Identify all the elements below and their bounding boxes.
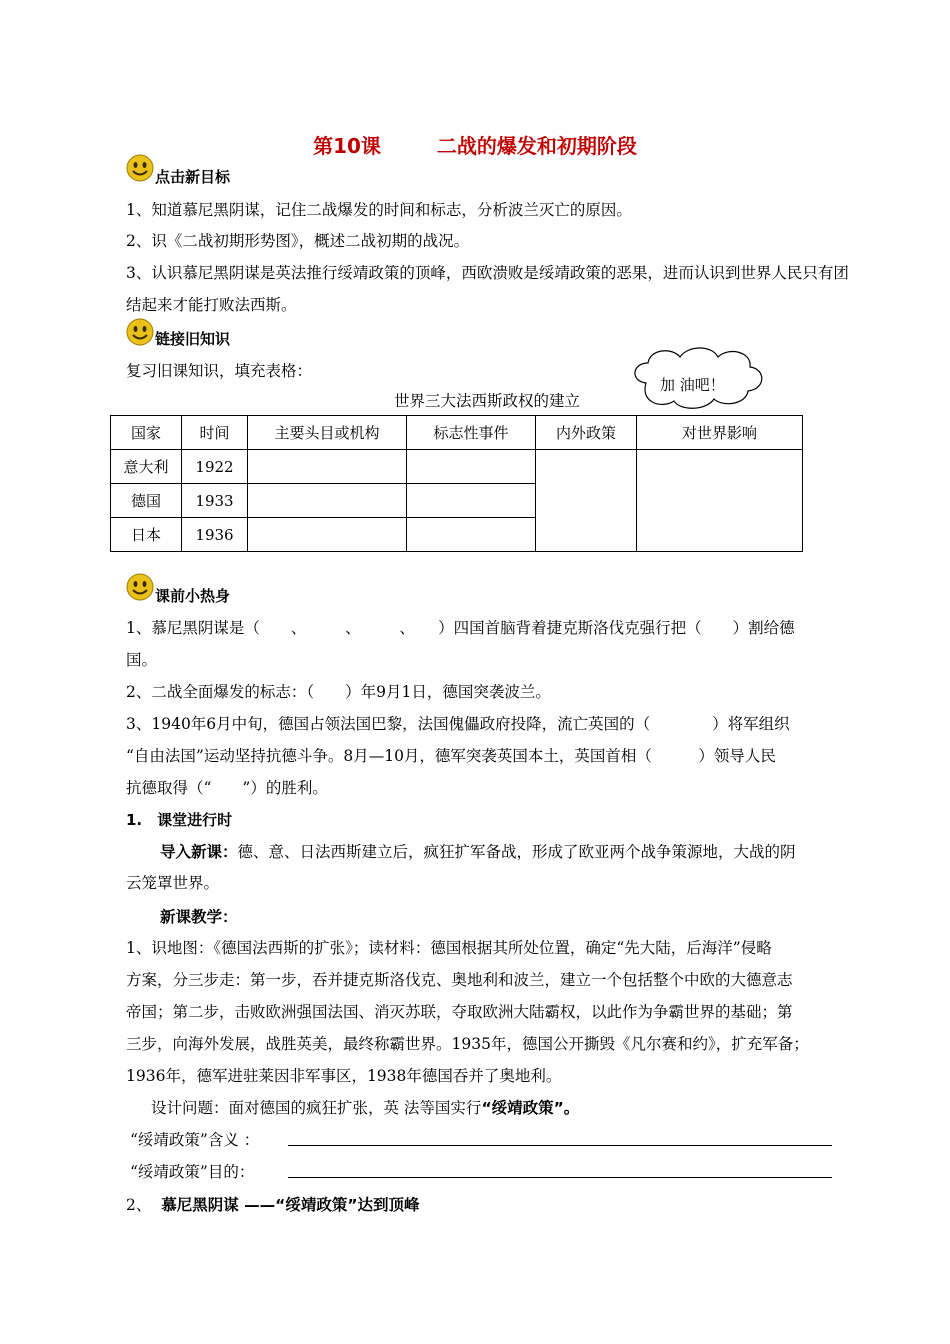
year-cell: 1933 [182,484,248,518]
blank-cell[interactable] [407,484,536,518]
warmup-q1-line2: 国。 [126,651,158,669]
item2-number: 2、 [126,1196,152,1214]
blank-cell[interactable] [248,518,407,552]
table-header: 对世界影响 [637,416,803,450]
country-cell: 意大利 [111,450,182,484]
goal-item-3: 3、认识慕尼黑阴谋是英法推行绥靖政策的顶峰，西欧溃败是绥靖政策的恶果，进而认识到世界人民只有团结起来才能打败法西斯。 [126,264,849,314]
blank-cell[interactable] [637,450,803,552]
cloud-text: 加 油吧！ [660,376,725,394]
item2-heading [126,1193,420,1215]
intro-label: 导入新课： [160,843,238,861]
country-cell: 日本 [111,518,182,552]
blank-cell[interactable] [536,450,637,552]
intro-line2: 云笼罩世界。 [126,874,220,892]
purpose-answer-line[interactable] [288,1177,832,1178]
blank-cell[interactable] [248,450,407,484]
warmup-q3-line1: 3、1940年6月中旬，德国占领法国巴黎，法国傀儡政府投降，流亡英国的（ ）将军组织 [126,715,790,733]
table-header: 标志性事件 [407,416,536,450]
intro-text: 德、意、日法西斯建立后，疯狂扩军备战，形成了欧亚两个战争策源地，大战的阴 [237,843,796,861]
map-text-line: 1、识地图：《德国法西斯的扩张》；读材料：德国根据其所处位置，确定“先大陆，后海洋”侵略 [126,939,772,957]
section-heading-review: 链接旧知识 [155,330,231,348]
item2-title: 慕尼黑阴谋 ——“绥靖政策”达到顶峰 [161,1196,420,1214]
year-cell: 1936 [182,518,248,552]
country-cell: 德国 [111,484,182,518]
year-cell: 1922 [182,450,248,484]
table-caption: 世界三大法西斯政权的建立 [394,392,581,410]
warmup-q2: 2、二战全面爆发的标志：（ ）年9月1日，德国突袭波兰。 [126,683,551,701]
review-intro: 复习旧课知识，填充表格： [126,362,313,380]
section-heading-class: 1. 课堂进行时 [126,811,233,829]
section-heading-goals: 点击新目标 [155,168,231,186]
smiley-icon [126,318,154,346]
table-row [111,450,803,484]
lesson-number: 第10课 [313,134,381,158]
blank-cell[interactable] [407,450,536,484]
map-text-line: 帝国；第二步，击败欧洲强国法国、消灭苏联，夺取欧洲大陆霸权，以此作为争霸世界的基础；第 [126,1003,793,1021]
lesson-topic: 二战的爆发和初期阶段 [436,134,637,158]
map-text-line: 三步，向海外发展，战胜英美，最终称霸世界。1935年，德国公开撕毁《凡尔赛和约》，扩充军备； [126,1035,809,1053]
map-text-line: 方案，分三步走：第一步，吞并捷克斯洛伐克、奥地利和波兰，建立一个包括整个中欧的大德意志 [126,971,793,989]
goal-item-2: 2、识《二战初期形势图》，概述二战初期的战况。 [126,232,470,250]
fascist-regimes-table [110,415,803,552]
meaning-label: “绥靖政策”含义 ： [130,1131,260,1149]
warmup-q3-line2: “自由法国”运动坚持抗德斗争。8月—10月，德军突袭英国本土，英国首相（ ）领导人民 [126,747,776,765]
smiley-icon [126,573,154,601]
purpose-label: “绥靖政策”目的： [130,1163,255,1181]
table-header: 时间 [182,416,248,450]
warmup-q1-line1: 1、慕尼黑阴谋是（ 、 、 、 ）四国首脑背着捷克斯洛伐克强行把（ ）割给德 [126,619,795,637]
table-header: 内外政策 [536,416,637,450]
question-emphasis: “绥靖政策”。 [481,1099,580,1117]
meaning-answer-line[interactable] [288,1145,832,1146]
table-header: 国家 [111,416,182,450]
question-text: 设计问题：面对德国的疯狂扩张，英 法等国实行 [151,1099,482,1117]
smiley-icon [126,154,154,182]
goal-item-1: 1、知道慕尼黑阴谋，记住二战爆发的时间和标志，分析波兰灭亡的原因。 [126,201,632,219]
blank-cell[interactable] [407,518,536,552]
table-header: 主要头目或机构 [248,416,407,450]
blank-cell[interactable] [248,484,407,518]
table-header-row [111,416,803,450]
warmup-q3-line3: 抗德取得（“ ”）的胜利。 [126,779,328,797]
intro-line1 [160,840,796,862]
section-heading-warmup: 课前小热身 [155,587,231,605]
new-lesson-label: 新课教学： [160,908,238,926]
map-text-line: 1936年，德军进驻莱因非军事区，1938年德国吞并了奥地利。 [126,1067,562,1085]
design-question [151,1096,579,1118]
